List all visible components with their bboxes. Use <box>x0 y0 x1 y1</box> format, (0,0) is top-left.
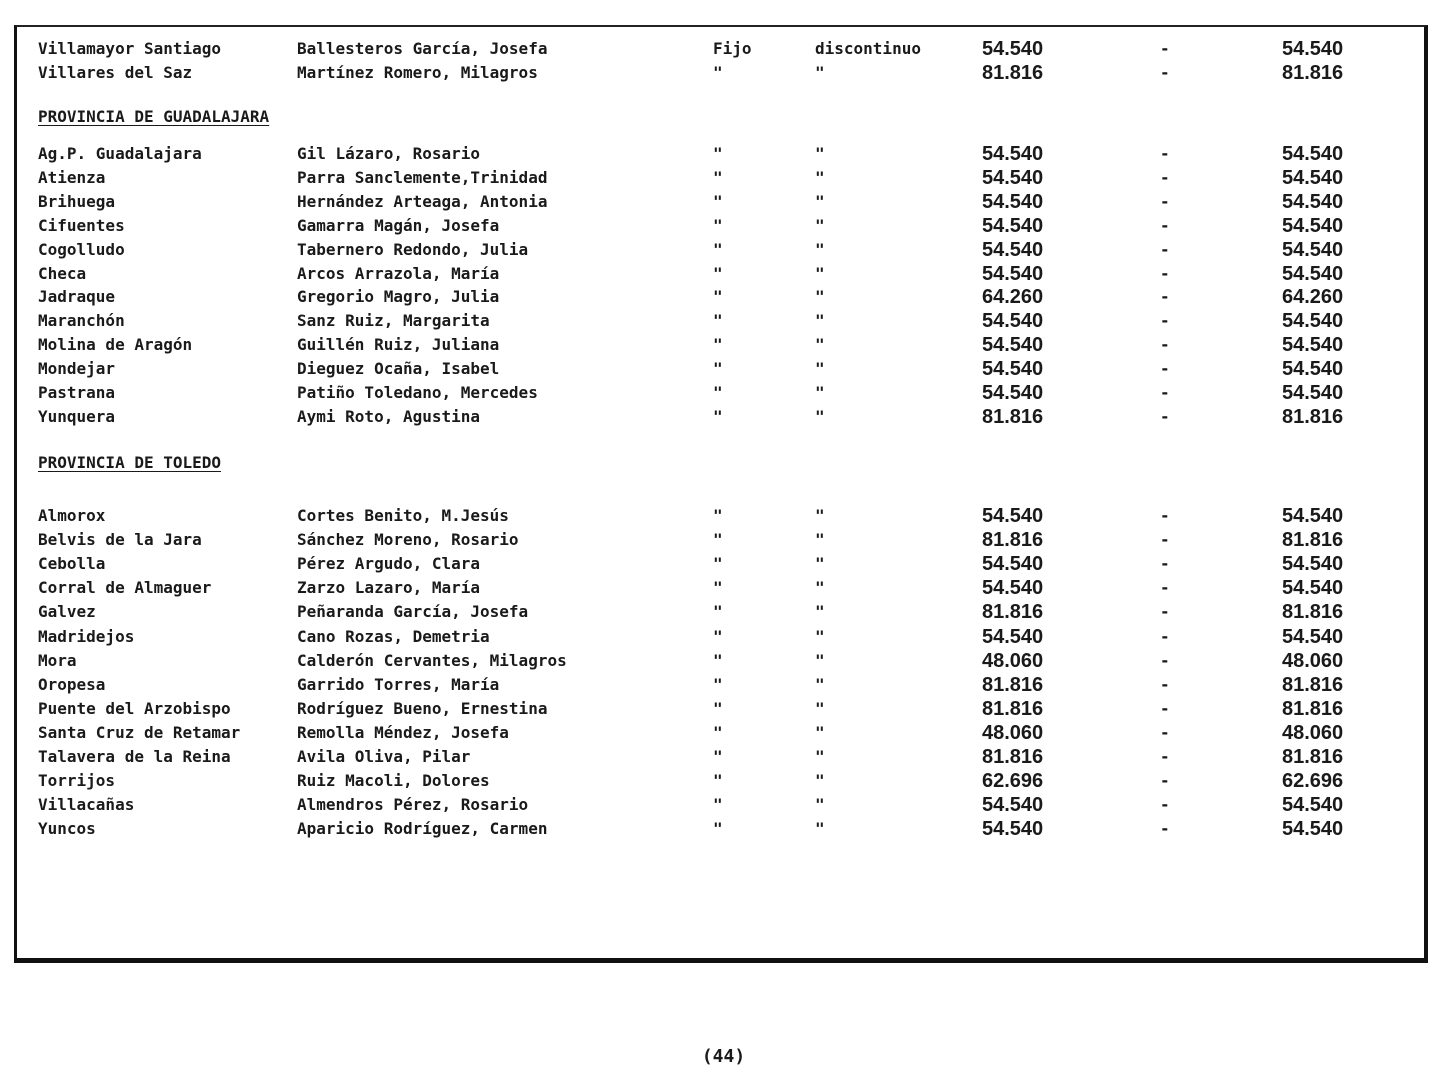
separator-cell: - <box>1160 771 1170 790</box>
locality-cell: Maranchón <box>38 311 125 330</box>
type-cell: " <box>815 747 825 766</box>
locality-cell: Talavera de la Reina <box>38 747 231 766</box>
separator-cell: - <box>1160 168 1170 187</box>
locality-cell: Galvez <box>38 602 96 621</box>
name-cell: Arcos Arrazola, María <box>297 264 500 283</box>
name-cell: Martínez Romero, Milagros <box>297 63 538 82</box>
table-row <box>0 62 1447 84</box>
separator-cell: - <box>1160 530 1170 549</box>
type-cell: " <box>713 771 723 790</box>
separator-cell: - <box>1160 359 1170 378</box>
type-cell: " <box>713 554 723 573</box>
name-cell: Aparicio Rodríguez, Carmen <box>297 819 548 838</box>
type-cell: " <box>713 383 723 402</box>
name-cell: Guillén Ruiz, Juliana <box>297 335 500 354</box>
type-cell: " <box>815 651 825 670</box>
locality-cell: Yunquera <box>38 407 116 426</box>
total-cell: 54.540 <box>1282 505 1344 527</box>
locality-cell: Brihuega <box>38 192 116 211</box>
separator-cell: - <box>1160 723 1170 742</box>
type-cell: " <box>815 63 825 82</box>
table-row <box>0 626 1447 648</box>
table-row <box>0 215 1447 237</box>
type-cell: " <box>713 264 723 283</box>
locality-cell: Mondejar <box>38 359 116 378</box>
total-cell: 81.816 <box>1282 529 1344 551</box>
type-cell: " <box>713 63 723 82</box>
amount-cell: 62.696 <box>982 770 1044 792</box>
total-cell: 54.540 <box>1282 263 1344 285</box>
type-cell: " <box>815 506 825 525</box>
amount-cell: 64.260 <box>982 286 1044 308</box>
type-cell: " <box>815 335 825 354</box>
table-row <box>0 770 1447 792</box>
type-cell: " <box>815 311 825 330</box>
separator-cell: - <box>1160 39 1170 58</box>
separator-cell: - <box>1160 554 1170 573</box>
name-cell: Sánchez Moreno, Rosario <box>297 530 519 549</box>
total-cell: 54.540 <box>1282 38 1344 60</box>
name-cell: Pérez Argudo, Clara <box>297 554 481 573</box>
amount-cell: 48.060 <box>982 722 1044 744</box>
locality-cell: Cogolludo <box>38 240 125 259</box>
table-row <box>0 505 1447 527</box>
locality-cell: Oropesa <box>38 675 106 694</box>
separator-cell: - <box>1160 627 1170 646</box>
amount-cell: 81.816 <box>982 601 1044 623</box>
separator-cell: - <box>1160 383 1170 402</box>
table-row <box>0 286 1447 308</box>
total-cell: 54.540 <box>1282 553 1344 575</box>
amount-cell: 81.816 <box>982 529 1044 551</box>
amount-cell: 81.816 <box>982 698 1044 720</box>
table-row <box>0 239 1447 261</box>
amount-cell: 54.540 <box>982 358 1044 380</box>
type-cell: " <box>815 383 825 402</box>
type-cell: " <box>713 602 723 621</box>
type-cell: " <box>815 771 825 790</box>
locality-cell: Madridejos <box>38 627 135 646</box>
name-cell: Aymi Roto, Agustina <box>297 407 481 426</box>
name-cell: Gil Lázaro, Rosario <box>297 144 481 163</box>
type-cell: " <box>713 192 723 211</box>
type-cell: " <box>815 795 825 814</box>
page-number: (44) <box>701 1046 746 1067</box>
type-cell: " <box>713 240 723 259</box>
table-row <box>0 358 1447 380</box>
locality-cell: Almorox <box>38 506 106 525</box>
type-cell: discontinuo <box>815 39 921 58</box>
type-cell: " <box>713 311 723 330</box>
type-cell: " <box>713 216 723 235</box>
total-cell: 54.540 <box>1282 577 1344 599</box>
separator-cell: - <box>1160 216 1170 235</box>
section-heading: PROVINCIA DE GUADALAJARA <box>38 107 270 126</box>
name-cell: Tabernero Redondo, Julia <box>297 240 529 259</box>
separator-cell: - <box>1160 506 1170 525</box>
amount-cell: 54.540 <box>982 310 1044 332</box>
name-cell: Cano Rozas, Demetria <box>297 627 490 646</box>
total-cell: 48.060 <box>1282 722 1344 744</box>
table-row <box>0 334 1447 356</box>
type-cell: " <box>815 675 825 694</box>
name-cell: Rodríguez Bueno, Ernestina <box>297 699 548 718</box>
locality-cell: Villares del Saz <box>38 63 193 82</box>
name-cell: Peñaranda García, Josefa <box>297 602 529 621</box>
total-cell: 54.540 <box>1282 310 1344 332</box>
total-cell: 54.540 <box>1282 167 1344 189</box>
separator-cell: - <box>1160 240 1170 259</box>
total-cell: 62.696 <box>1282 770 1344 792</box>
locality-cell: Villacañas <box>38 795 135 814</box>
locality-cell: Pastrana <box>38 383 116 402</box>
locality-cell: Yuncos <box>38 819 96 838</box>
name-cell: Hernández Arteaga, Antonia <box>297 192 548 211</box>
amount-cell: 54.540 <box>982 215 1044 237</box>
separator-cell: - <box>1160 795 1170 814</box>
locality-cell: Cebolla <box>38 554 106 573</box>
type-cell: " <box>815 699 825 718</box>
total-cell: 81.816 <box>1282 674 1344 696</box>
separator-cell: - <box>1160 578 1170 597</box>
amount-cell: 54.540 <box>982 626 1044 648</box>
type-cell: " <box>815 819 825 838</box>
total-cell: 54.540 <box>1282 626 1344 648</box>
type-cell: " <box>713 407 723 426</box>
name-cell: Patiño Toledano, Mercedes <box>297 383 538 402</box>
type-cell: " <box>815 240 825 259</box>
table-row <box>0 38 1447 60</box>
separator-cell: - <box>1160 287 1170 306</box>
locality-cell: Atienza <box>38 168 106 187</box>
separator-cell: - <box>1160 602 1170 621</box>
type-cell: " <box>713 795 723 814</box>
name-cell: Ruiz Macoli, Dolores <box>297 771 490 790</box>
name-cell: Gamarra Magán, Josefa <box>297 216 500 235</box>
separator-cell: - <box>1160 819 1170 838</box>
separator-cell: - <box>1160 747 1170 766</box>
separator-cell: - <box>1160 144 1170 163</box>
amount-cell: 54.540 <box>982 334 1044 356</box>
amount-cell: 54.540 <box>982 263 1044 285</box>
type-cell: " <box>713 699 723 718</box>
type-cell: " <box>815 554 825 573</box>
amount-cell: 54.540 <box>982 505 1044 527</box>
total-cell: 54.540 <box>1282 794 1344 816</box>
name-cell: Almendros Pérez, Rosario <box>297 795 529 814</box>
type-cell: " <box>815 287 825 306</box>
amount-cell: 54.540 <box>982 794 1044 816</box>
name-cell: Gregorio Magro, Julia <box>297 287 500 306</box>
amount-cell: 54.540 <box>982 382 1044 404</box>
name-cell: Ballesteros García, Josefa <box>297 39 548 58</box>
total-cell: 81.816 <box>1282 746 1344 768</box>
name-cell: Garrido Torres, María <box>297 675 500 694</box>
total-cell: 54.540 <box>1282 143 1344 165</box>
name-cell: Avila Oliva, Pilar <box>297 747 471 766</box>
name-cell: Zarzo Lazaro, María <box>297 578 481 597</box>
locality-cell: Cifuentes <box>38 216 125 235</box>
amount-cell: 54.540 <box>982 239 1044 261</box>
amount-cell: 81.816 <box>982 674 1044 696</box>
name-cell: Calderón Cervantes, Milagros <box>297 651 567 670</box>
locality-cell: Mora <box>38 651 77 670</box>
locality-cell: Ag.P. Guadalajara <box>38 144 202 163</box>
name-cell: Remolla Méndez, Josefa <box>297 723 509 742</box>
type-cell: " <box>815 168 825 187</box>
separator-cell: - <box>1160 407 1170 426</box>
table-row <box>0 794 1447 816</box>
total-cell: 54.540 <box>1282 215 1344 237</box>
separator-cell: - <box>1160 651 1170 670</box>
locality-cell: Jadraque <box>38 287 116 306</box>
type-cell: " <box>815 359 825 378</box>
type-cell: " <box>815 530 825 549</box>
total-cell: 81.816 <box>1282 406 1344 428</box>
locality-cell: Corral de Almaguer <box>38 578 212 597</box>
section-heading: PROVINCIA DE TOLEDO <box>38 453 222 472</box>
total-cell: 81.816 <box>1282 62 1344 84</box>
type-cell: " <box>713 651 723 670</box>
table-row <box>0 191 1447 213</box>
type-cell: " <box>815 602 825 621</box>
table-row <box>0 382 1447 404</box>
type-cell: " <box>815 407 825 426</box>
table-row <box>0 650 1447 672</box>
table-row <box>0 310 1447 332</box>
separator-cell: - <box>1160 192 1170 211</box>
type-cell: " <box>713 144 723 163</box>
amount-cell: 54.540 <box>982 577 1044 599</box>
locality-cell: Belvis de la Jara <box>38 530 202 549</box>
separator-cell: - <box>1160 311 1170 330</box>
type-cell: " <box>815 192 825 211</box>
type-cell: " <box>815 627 825 646</box>
amount-cell: 54.540 <box>982 818 1044 840</box>
type-cell: " <box>815 723 825 742</box>
table-row <box>0 143 1447 165</box>
amount-cell: 81.816 <box>982 406 1044 428</box>
locality-cell: Puente del Arzobispo <box>38 699 231 718</box>
name-cell: Cortes Benito, M.Jesús <box>297 506 509 525</box>
total-cell: 54.540 <box>1282 358 1344 380</box>
table-row <box>0 577 1447 599</box>
table-row <box>0 529 1447 551</box>
type-cell: Fijo <box>713 39 752 58</box>
separator-cell: - <box>1160 335 1170 354</box>
type-cell: " <box>713 530 723 549</box>
separator-cell: - <box>1160 675 1170 694</box>
table-row <box>0 746 1447 768</box>
locality-cell: Molina de Aragón <box>38 335 193 354</box>
table-row <box>0 818 1447 840</box>
name-cell: Parra Sanclemente,Trinidad <box>297 168 548 187</box>
table-row <box>0 722 1447 744</box>
type-cell: " <box>713 506 723 525</box>
name-cell: Dieguez Ocaña, Isabel <box>297 359 500 378</box>
total-cell: 81.816 <box>1282 698 1344 720</box>
type-cell: " <box>713 168 723 187</box>
locality-cell: Villamayor Santiago <box>38 39 222 58</box>
locality-cell: Checa <box>38 264 87 283</box>
type-cell: " <box>713 359 723 378</box>
table-row <box>0 601 1447 623</box>
amount-cell: 54.540 <box>982 553 1044 575</box>
amount-cell: 81.816 <box>982 746 1044 768</box>
table-row <box>0 698 1447 720</box>
table-row <box>0 674 1447 696</box>
total-cell: 64.260 <box>1282 286 1344 308</box>
type-cell: " <box>713 747 723 766</box>
amount-cell: 54.540 <box>982 167 1044 189</box>
amount-cell: 54.540 <box>982 191 1044 213</box>
amount-cell: 81.816 <box>982 62 1044 84</box>
type-cell: " <box>713 723 723 742</box>
table-row <box>0 553 1447 575</box>
total-cell: 54.540 <box>1282 334 1344 356</box>
total-cell: 54.540 <box>1282 239 1344 261</box>
separator-cell: - <box>1160 699 1170 718</box>
type-cell: " <box>713 819 723 838</box>
type-cell: " <box>815 578 825 597</box>
amount-cell: 48.060 <box>982 650 1044 672</box>
locality-cell: Santa Cruz de Retamar <box>38 723 241 742</box>
locality-cell: Torrijos <box>38 771 116 790</box>
type-cell: " <box>713 287 723 306</box>
total-cell: 48.060 <box>1282 650 1344 672</box>
amount-cell: 54.540 <box>982 38 1044 60</box>
type-cell: " <box>815 216 825 235</box>
table-row <box>0 406 1447 428</box>
type-cell: " <box>713 335 723 354</box>
total-cell: 54.540 <box>1282 818 1344 840</box>
type-cell: " <box>815 264 825 283</box>
name-cell: Sanz Ruiz, Margarita <box>297 311 490 330</box>
table-row <box>0 263 1447 285</box>
amount-cell: 54.540 <box>982 143 1044 165</box>
type-cell: " <box>713 578 723 597</box>
total-cell: 54.540 <box>1282 382 1344 404</box>
type-cell: " <box>815 144 825 163</box>
type-cell: " <box>713 675 723 694</box>
table-row <box>0 167 1447 189</box>
total-cell: 54.540 <box>1282 191 1344 213</box>
type-cell: " <box>713 627 723 646</box>
separator-cell: - <box>1160 264 1170 283</box>
total-cell: 81.816 <box>1282 601 1344 623</box>
separator-cell: - <box>1160 63 1170 82</box>
